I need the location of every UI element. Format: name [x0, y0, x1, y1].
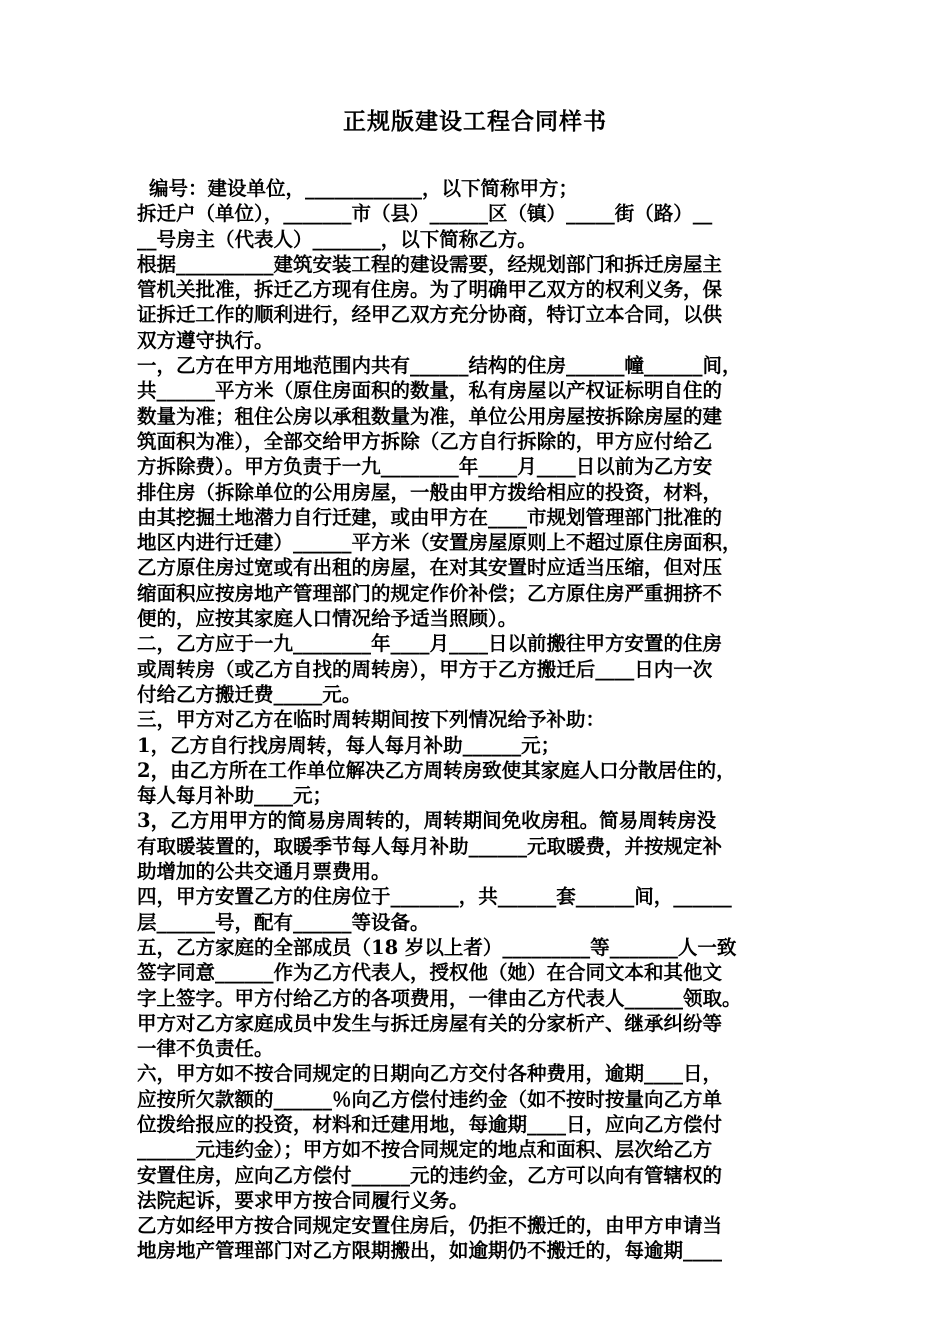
text-line: 一律不负责任。 [137, 1037, 274, 1061]
text-line: 每人每月补助____元； [137, 784, 333, 808]
text-line: 四，甲方安置乙方的住房位于_______，共______套______间，______ [137, 885, 732, 909]
text-line: 管机关批准，拆迁乙方现有住房。为了明确甲乙双方的权利义务，保 [137, 278, 723, 302]
text-line: 位拨给报应的投资，材料和迁建用地，每逾期____日，应向乙方偿付 [137, 1112, 723, 1136]
text-line: 有取暖装置的，取暖季节每人每月补助______元取暖费，并按规定补 [137, 834, 723, 858]
text-line: 地房地产管理部门对乙方限期搬出，如逾期仍不搬迁的，每逾期____ [137, 1239, 723, 1263]
text-line: 拆迁户（单位），_______市（县）______区（镇）_____街（路）__ [137, 202, 713, 226]
text-line: 方拆除费）。甲方负责于一九________年____月____日以前为乙方安 [137, 455, 713, 479]
text-line: 签字同意______作为乙方代表人，授权他（她）在合同文本和其他文 [137, 961, 723, 985]
text-line: 筑面积为准），全部交给甲方拆除（乙方自行拆除的，甲方应付给乙 [137, 429, 713, 453]
text-line: 编号：建设单位，____________，以下简称甲方； [149, 177, 579, 200]
text-line: 应按所欠款额的______％向乙方偿付违约金（如不按时按量向乙方单 [137, 1087, 723, 1111]
text-line: 缩面积应按房地产管理部门的规定作价补偿；乙方原住房严重拥挤不 [137, 581, 723, 605]
document-title: 正规版建设工程合同样书 [343, 108, 607, 135]
text-line: 二，乙方应于一九________年____月____日以前搬往甲方安置的住房 [137, 632, 723, 656]
text-line: 字上签字。甲方付给乙方的各项费用，一律由乙方代表人______领取。 [137, 986, 742, 1010]
text-line: 一，乙方在甲方用地范围内共有______结构的住房______幢______间， [137, 354, 742, 378]
text-line: 乙方原住房过宽或有出租的房屋，在对其安置时应适当压缩，但对压 [137, 556, 723, 580]
text-line: 六，甲方如不按合同规定的日期向乙方交付各种费用，逾期____日， [137, 1062, 723, 1086]
text-line: 便的，应按其家庭人口情况给予适当照顾）。 [137, 607, 518, 631]
text-line: 层______号，配有______等设备。 [137, 910, 430, 934]
text-line: 或周转房（或乙方自找的周转房），甲方于乙方搬迁后____日内一次 [137, 657, 713, 681]
text-line: 双方遵守执行。 [137, 328, 274, 352]
text-line: 3，乙方用甲方的简易房周转的，周转期间免收房租。简易周转房没 [137, 809, 717, 833]
text-line: 乙方如经甲方按合同规定安置住房后，仍拒不搬迁的，由甲方申请当 [137, 1214, 723, 1238]
text-line: 2，由乙方所在工作单位解决乙方周转房致使其家庭人口分散居住的， [137, 758, 736, 782]
text-line: 1，乙方自行找房周转，每人每月补助______元； [137, 733, 561, 757]
text-line: 安置住房，应向乙方偿付______元的违约金，乙方可以向有管辖权的 [137, 1163, 723, 1187]
text-line: 由其挖掘土地潜力自行迁建，或由甲方在____市规划管理部门批准的 [137, 505, 723, 529]
text-line: __号房主（代表人）_______，以下简称乙方。 [137, 227, 537, 251]
contract-body [137, 176, 817, 1264]
text-line: 五，乙方家庭的全部成员（18 岁以上者）_________等_______人一致 [137, 935, 737, 959]
text-line: 助增加的公共交通月票费用。 [137, 860, 391, 884]
text-line: 数量为准；租住公房以承租数量为准，单位公用房屋按拆除房屋的建 [137, 404, 723, 428]
text-line: 根据__________建筑安装工程的建设需要，经规划部门和拆迁房屋主 [137, 252, 723, 276]
text-line: 甲方对乙方家庭成员中发生与拆迁房屋有关的分家析产、继承纠纷等 [137, 1011, 723, 1035]
text-line: 证拆迁工作的顺利进行，经甲乙双方充分协商，特订立本合同，以供 [137, 303, 723, 327]
text-line: 法院起诉，要求甲方按合同履行义务。 [137, 1188, 469, 1212]
text-line: 共______平方米（原住房面积的数量，私有房屋以产权证标明自住的 [137, 379, 723, 403]
text-line: 付给乙方搬迁费_____元。 [137, 682, 362, 706]
text-line: 地区内进行迁建）______平方米（安置房屋原则上不超过原住房面积， [137, 531, 742, 555]
text-line: ______元违约金）；甲方如不按合同规定的地点和面积、层次给乙方 [137, 1138, 713, 1162]
text-line: 三，甲方对乙方在临时周转期间按下列情况给予补助： [137, 708, 606, 732]
text-line: 排住房（拆除单位的公用房屋，一般由甲方拨给相应的投资，材料， [137, 480, 723, 504]
